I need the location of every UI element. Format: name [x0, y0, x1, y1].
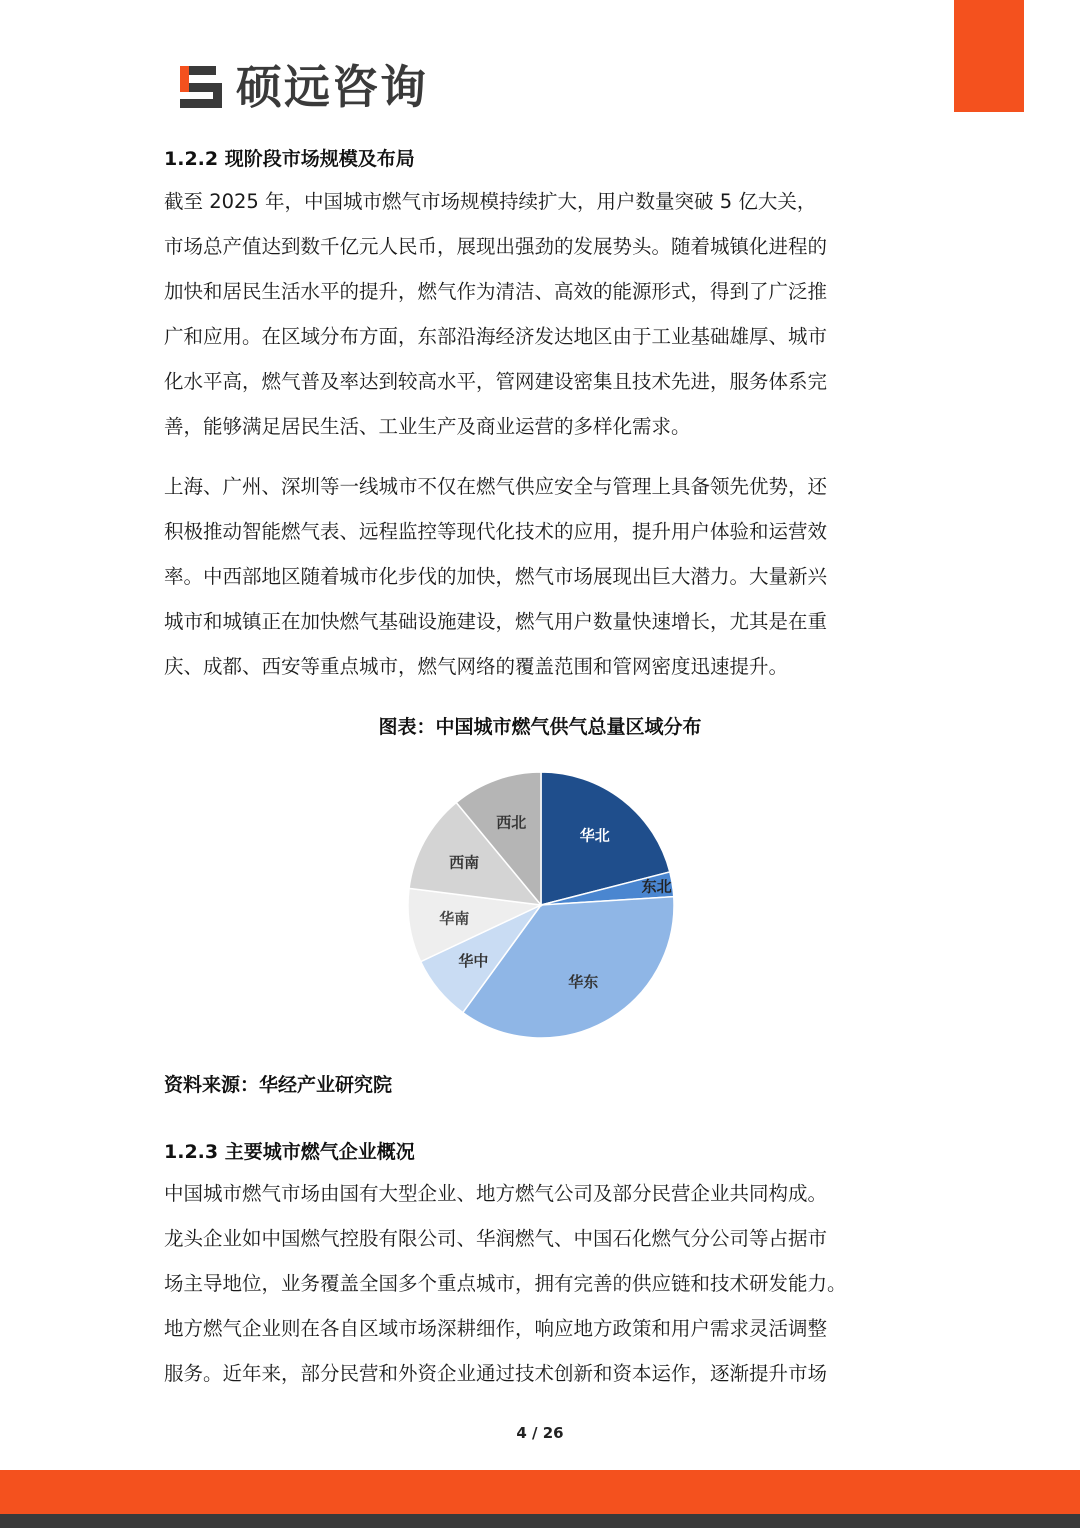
pie-chart [396, 760, 686, 1050]
text-line: 场主导地位，业务覆盖全国多个重点城市，拥有完善的供应链和技术研发能力。 [164, 1272, 847, 1295]
text-line: 龙头企业如中国燃气控股有限公司、华润燃气、中国石化燃气分公司等占据市 [164, 1227, 828, 1250]
pie-label-华中: 华中 [458, 951, 489, 970]
section-heading-1-2-3: 1.2.3 主要城市燃气企业概况 [164, 1141, 415, 1163]
section-heading-1-2-2: 1.2.2 现阶段市场规模及布局 [164, 148, 415, 170]
header-accent-block [954, 0, 1024, 112]
text-line: 广和应用。在区域分布方面，东部沿海经济发达地区由于工业基础雄厚、城市 [164, 325, 828, 348]
text-line: 庆、成都、西安等重点城市，燃气网络的覆盖范围和管网密度迅速提升。 [164, 655, 789, 678]
pie-label-东北: 东北 [641, 877, 672, 896]
pie-label-西北: 西北 [496, 813, 527, 832]
source-note: 资料来源：华经产业研究院 [164, 1074, 393, 1096]
text-line: 善，能够满足居民生活、工业生产及商业运营的多样化需求。 [164, 415, 691, 438]
text-line: 城市和城镇正在加快燃气基础设施建设，燃气用户数量快速增长，尤其是在重 [164, 610, 828, 633]
footer-dark-bar [0, 1514, 1080, 1528]
pie-label-华东: 华东 [568, 972, 599, 991]
text-line: 市场总产值达到数千亿元人民币，展现出强劲的发展势头。随着城镇化进程的 [164, 235, 828, 258]
footer-accent-bar [0, 1470, 1080, 1514]
pie-label-华北: 华北 [579, 826, 610, 845]
logo-text: 硕远咨询 [236, 60, 428, 114]
text-line: 率。中西部地区随着城市化步伐的加快，燃气市场展现出巨大潜力。大量新兴 [164, 565, 828, 588]
pie-label-西南: 西南 [449, 853, 480, 872]
chart-title: 图表：中国城市燃气供气总量区域分布 [378, 716, 702, 738]
page-number: 4 / 26 [516, 1424, 564, 1442]
logo-mark-icon [176, 62, 226, 112]
text-line: 化水平高，燃气普及率达到较高水平，管网建设密集且技术先进，服务体系完 [164, 370, 828, 393]
company-logo [176, 58, 428, 116]
paragraph-gas-companies [164, 1171, 916, 1396]
text-line: 中国城市燃气市场由国有大型企业、地方燃气公司及部分民营企业共同构成。 [164, 1182, 828, 1205]
text-line: 加快和居民生活水平的提升，燃气作为清洁、高效的能源形式，得到了广泛推 [164, 280, 828, 303]
text-line: 地方燃气企业则在各自区域市场深耕细作，响应地方政策和用户需求灵活调整 [164, 1317, 828, 1340]
text-line: 截至 2025 年，中国城市燃气市场规模持续扩大，用户数量突破 5 亿大关， [164, 190, 817, 213]
pie-label-华南: 华南 [439, 909, 470, 928]
text-line: 积极推动智能燃气表、远程监控等现代化技术的应用，提升用户体验和运营效 [164, 520, 828, 543]
paragraph-market-size [164, 179, 916, 449]
text-line: 服务。近年来，部分民营和外资企业通过技术创新和资本运作，逐渐提升市场 [164, 1362, 828, 1385]
text-line: 上海、广州、深圳等一线城市不仅在燃气供应安全与管理上具备领先优势，还 [164, 475, 828, 498]
paragraph-regional-layout [164, 464, 916, 689]
